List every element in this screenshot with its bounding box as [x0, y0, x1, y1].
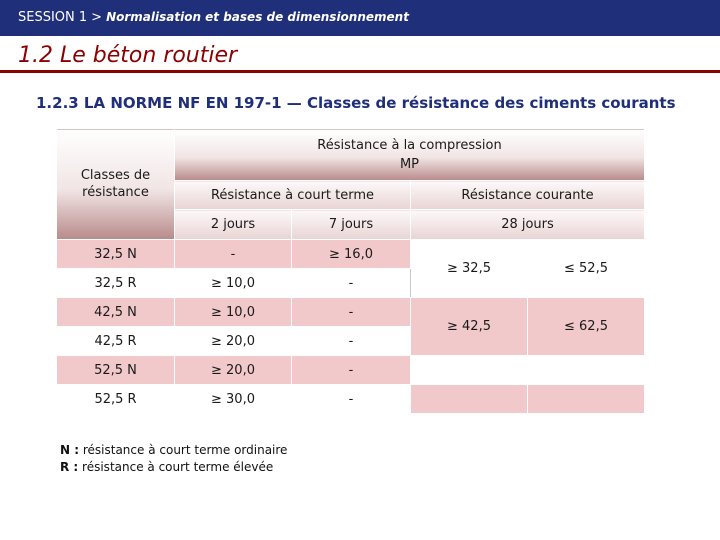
- value-28-days-max: ≤ 52,5: [528, 240, 645, 298]
- header-28-days: 28 jours: [411, 210, 645, 240]
- table-row: [57, 385, 645, 414]
- header-short-term: Résistance à court terme: [175, 181, 411, 210]
- value-7-days: -: [292, 269, 411, 298]
- class-cell: 52,5 R: [57, 385, 175, 414]
- title-bar: [0, 37, 720, 73]
- legend-text-r: résistance à court terme élevée: [82, 460, 274, 474]
- header-classes: [57, 129, 175, 240]
- legend-note-r: [60, 460, 273, 474]
- legend-text-n: résistance à court terme ordinaire: [82, 443, 288, 457]
- value-2-days: ≥ 10,0: [175, 269, 292, 298]
- value-2-days: ≥ 10,0: [175, 298, 292, 327]
- table-row: [57, 298, 645, 327]
- top-banner: [0, 0, 720, 36]
- class-cell: 52,5 N: [57, 356, 175, 385]
- value-2-days: ≥ 20,0: [175, 327, 292, 356]
- class-cell: 32,5 R: [57, 269, 175, 298]
- header-standard: Résistance courante: [411, 181, 645, 210]
- section-heading: 1.2.3 LA NORME NF EN 197-1 — Classes de résistance des ciments courants: [36, 94, 676, 112]
- header-compression-unit: MP: [399, 156, 420, 172]
- title-underline: [0, 70, 720, 73]
- value-7-days: -: [292, 327, 411, 356]
- value-28-days-empty: [411, 356, 528, 385]
- page-title: 1.2 Le béton routier: [18, 43, 238, 68]
- value-28-days-min: ≥ 42,5: [411, 298, 528, 356]
- value-2-days: ≥ 30,0: [175, 385, 292, 414]
- class-cell: 32,5 N: [57, 240, 175, 269]
- breadcrumb-separator: >: [91, 10, 103, 25]
- value-7-days: -: [292, 356, 411, 385]
- table-row: [57, 240, 645, 269]
- value-28-days-max: ≤ 62,5: [528, 298, 645, 356]
- class-cell: 42,5 R: [57, 327, 175, 356]
- session-subtitle: Normalisation et bases de dimensionnement: [106, 10, 409, 24]
- header-classes-label: Classes de résistance: [80, 168, 151, 200]
- table-row: [57, 356, 645, 385]
- value-7-days: ≥ 16,0: [292, 240, 411, 269]
- value-7-days: -: [292, 298, 411, 327]
- value-28-days-min: ≥ 32,5: [411, 240, 528, 298]
- class-cell: 42,5 N: [57, 298, 175, 327]
- value-7-days: -: [292, 385, 411, 414]
- header-compression-label: Résistance à la compression: [317, 137, 502, 153]
- header-7-days: 7 jours: [292, 210, 411, 240]
- resistance-table: [56, 128, 645, 414]
- session-breadcrumb: [18, 10, 409, 25]
- value-2-days: ≥ 20,0: [175, 356, 292, 385]
- value-28-days-empty: [528, 385, 645, 414]
- session-label: SESSION 1: [18, 10, 88, 25]
- legend-note-n: [60, 443, 287, 457]
- header-compression: [175, 129, 645, 181]
- legend-key-r: R :: [60, 460, 79, 474]
- header-2-days: 2 jours: [175, 210, 292, 240]
- value-28-days-empty: [528, 356, 645, 385]
- value-28-days-empty: [411, 385, 528, 414]
- value-2-days: -: [175, 240, 292, 269]
- legend-key-n: N :: [60, 443, 80, 457]
